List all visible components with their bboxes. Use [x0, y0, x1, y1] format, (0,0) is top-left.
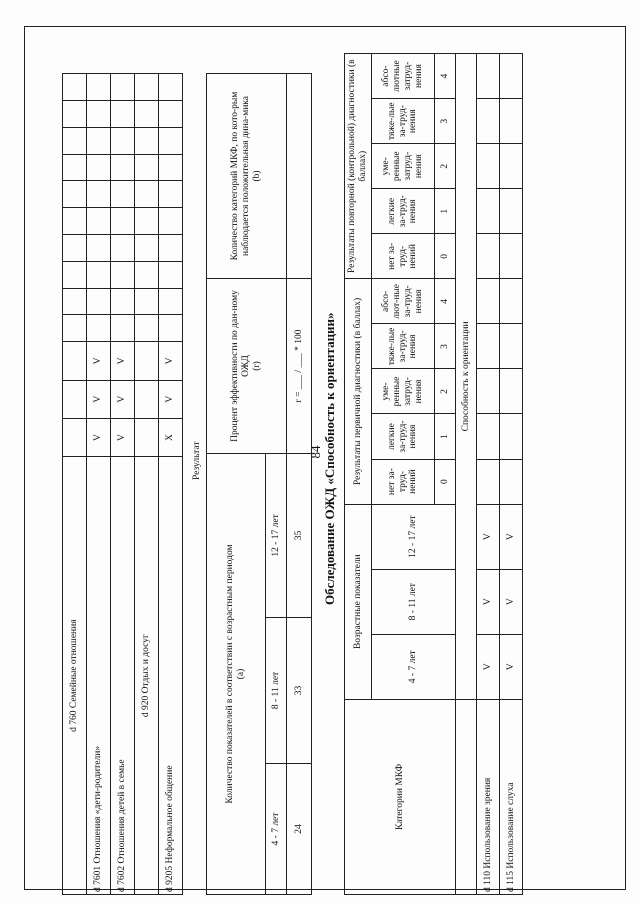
age-header: 12 - 17 лет — [372, 504, 456, 569]
mark-cell: V — [87, 342, 111, 380]
empty-cell — [477, 459, 500, 504]
score-cell: 0 — [435, 459, 456, 504]
efficiency-header: Процент эффективности по дан-ному ОЖД — [230, 290, 252, 442]
empty-cell — [477, 324, 500, 369]
score-cell: 0 — [435, 234, 456, 279]
primary-level-header: тяже-лые за-труд-нения — [372, 324, 435, 369]
mark-cell — [135, 342, 159, 380]
empty-cell — [500, 459, 523, 504]
mark-cell: V — [159, 380, 183, 418]
orientation-table — [344, 53, 523, 895]
age-header: 4 - 7 лет — [372, 634, 456, 699]
mark-cell — [135, 418, 159, 456]
empty-cell — [63, 208, 87, 235]
empty-cell — [477, 144, 500, 189]
efficiency-formula: r = ___ / ___ * 100 — [287, 279, 312, 454]
empty-cell — [135, 100, 159, 127]
row-label: d 920 Отдых и досуг — [135, 457, 159, 895]
empty-cell — [111, 315, 135, 342]
empty-cell — [135, 234, 159, 261]
empty-cell — [477, 54, 500, 99]
empty-cell — [111, 154, 135, 181]
top-table — [62, 73, 183, 895]
empty-cell — [477, 189, 500, 234]
empty-cell — [500, 324, 523, 369]
empty-cell — [159, 208, 183, 235]
empty-cell — [500, 54, 523, 99]
empty-cell — [87, 234, 111, 261]
count-header-cell — [207, 454, 266, 895]
row-label: d 7602 Отношения детей в семье — [111, 457, 135, 895]
primary-level-header: нет за-труд-нений — [372, 459, 435, 504]
empty-cell — [87, 288, 111, 315]
section-title: Обследование ОЖД «Способность к ориентации» — [322, 312, 337, 605]
table-row — [111, 74, 135, 895]
primary-level-header: легкие за-труд-нения — [372, 414, 435, 459]
empty-cell — [135, 288, 159, 315]
age-cell: 8 - 11 лет — [266, 617, 287, 763]
result-caption: Результат — [192, 441, 202, 480]
category-header: Категории МКФ — [345, 699, 456, 894]
repeat-level-header: нет за-труд-нений — [372, 234, 435, 279]
empty-cell — [500, 189, 523, 234]
mark-cell: V — [477, 634, 500, 699]
empty-cell — [135, 154, 159, 181]
mark-cell — [63, 380, 87, 418]
icf-value-cell — [287, 74, 312, 279]
empty-cell — [111, 234, 135, 261]
empty-cell — [135, 181, 159, 208]
mark-cell: V — [500, 634, 523, 699]
age-header: 8 - 11 лет — [372, 569, 456, 634]
page-number: 84 — [308, 445, 323, 459]
primary-level-header: уме-ренные затруд-нения — [372, 369, 435, 414]
empty-cell — [500, 369, 523, 414]
empty-cell — [63, 74, 87, 101]
empty-cell — [63, 154, 87, 181]
empty-cell — [159, 315, 183, 342]
row-label: d 760 Семейные отношения — [63, 457, 87, 895]
empty-cell — [63, 288, 87, 315]
empty-cell — [63, 315, 87, 342]
empty-cell — [135, 315, 159, 342]
empty-cell — [111, 208, 135, 235]
repeat-level-header: легкие за-труд-нения — [372, 189, 435, 234]
icf-header-sub: (b) — [251, 170, 262, 182]
score-cell: 2 — [435, 144, 456, 189]
empty-cell — [159, 127, 183, 154]
table-row — [477, 54, 500, 895]
count-cell: 33 — [287, 617, 312, 763]
empty-cell — [87, 100, 111, 127]
count-header: Количество показателей в соответствии с возрастным периодом — [225, 544, 236, 804]
empty-cell — [111, 74, 135, 101]
empty-cell — [111, 261, 135, 288]
empty-cell — [135, 74, 159, 101]
empty-cell — [87, 74, 111, 101]
mark-cell — [135, 380, 159, 418]
icf-header: Количество категорий МКФ, по кото-рым наблюдается положительная дина-мика — [230, 91, 252, 261]
empty-cell — [87, 154, 111, 181]
count-cell: 35 — [287, 454, 312, 618]
age-cell: 12 - 17 лет — [266, 454, 287, 618]
count-cell: 24 — [287, 764, 312, 895]
score-cell: 3 — [435, 99, 456, 144]
empty-cell — [63, 234, 87, 261]
empty-cell — [159, 288, 183, 315]
empty-cell — [63, 127, 87, 154]
empty-cell — [63, 181, 87, 208]
score-cell: 3 — [435, 324, 456, 369]
row-label: d 7601 Отношения «дети-родители» — [87, 457, 111, 895]
table-row — [159, 74, 183, 895]
score-cell: 2 — [435, 369, 456, 414]
empty-cell — [159, 234, 183, 261]
score-cell: 1 — [435, 414, 456, 459]
icf-header-cell — [207, 74, 287, 279]
empty-cell — [477, 369, 500, 414]
mark-cell: V — [87, 418, 111, 456]
mark-cell: V — [87, 380, 111, 418]
mark-cell: V — [111, 380, 135, 418]
empty-cell — [87, 261, 111, 288]
empty-cell — [159, 261, 183, 288]
empty-cell — [159, 74, 183, 101]
group-label: Способность к ориентации — [456, 54, 477, 700]
mark-cell: V — [111, 342, 135, 380]
age-group-header: Возрастные показатели — [345, 504, 372, 699]
mark-cell: V — [500, 569, 523, 634]
empty-cell — [87, 127, 111, 154]
mark-cell: V — [111, 418, 135, 456]
mark-cell: V — [477, 569, 500, 634]
empty-cell — [500, 144, 523, 189]
mark-cell — [63, 418, 87, 456]
empty-cell — [159, 100, 183, 127]
mark-cell: V — [500, 504, 523, 569]
efficiency-header-sub: (r) — [251, 361, 262, 371]
empty-cell — [159, 154, 183, 181]
empty-cell — [477, 279, 500, 324]
row-label: d 9205 Неформальное общение — [159, 457, 183, 895]
group-label-empty — [456, 699, 477, 894]
empty-cell — [477, 99, 500, 144]
result-table — [206, 73, 312, 895]
empty-cell — [63, 100, 87, 127]
mark-cell: X — [159, 418, 183, 456]
empty-cell — [500, 99, 523, 144]
row-label: d 110 Использование зрения — [477, 699, 500, 894]
empty-cell — [159, 181, 183, 208]
empty-cell — [87, 208, 111, 235]
empty-cell — [111, 100, 135, 127]
empty-cell — [135, 127, 159, 154]
empty-cell — [135, 261, 159, 288]
score-cell: 4 — [435, 279, 456, 324]
repeat-level-header: уме-ренные затруд-нения — [372, 144, 435, 189]
empty-cell — [87, 181, 111, 208]
repeat-level-header: абсо-лютные затруд-нения — [372, 54, 435, 99]
repeat-header: Результаты повторной (контрольной) диагностики (в баллах) — [345, 54, 372, 279]
repeat-level-header: тяже-лые за-труд-нения — [372, 99, 435, 144]
empty-cell — [111, 288, 135, 315]
empty-cell — [500, 414, 523, 459]
empty-cell — [111, 181, 135, 208]
empty-cell — [477, 234, 500, 279]
score-cell: 4 — [435, 54, 456, 99]
mark-cell: V — [477, 504, 500, 569]
score-cell: 1 — [435, 189, 456, 234]
empty-cell — [111, 127, 135, 154]
row-label: d 115 Использование слуха — [500, 699, 523, 894]
table-row — [87, 74, 111, 895]
table-row — [500, 54, 523, 895]
mark-cell — [63, 342, 87, 380]
empty-cell — [87, 315, 111, 342]
empty-cell — [477, 414, 500, 459]
age-cell: 4 - 7 лет — [266, 764, 287, 895]
table-row — [135, 74, 159, 895]
empty-cell — [500, 279, 523, 324]
group-row — [456, 54, 477, 895]
empty-cell — [500, 234, 523, 279]
primary-level-header: абсо-лют-ные за-труд-нения — [372, 279, 435, 324]
count-header-sub: (a) — [236, 668, 246, 680]
empty-cell — [135, 208, 159, 235]
primary-header: Результаты первичной диагностики (в баллах) — [345, 279, 372, 504]
mark-cell: V — [159, 342, 183, 380]
efficiency-header-cell — [207, 279, 287, 454]
table-row — [63, 74, 87, 895]
empty-cell — [63, 261, 87, 288]
